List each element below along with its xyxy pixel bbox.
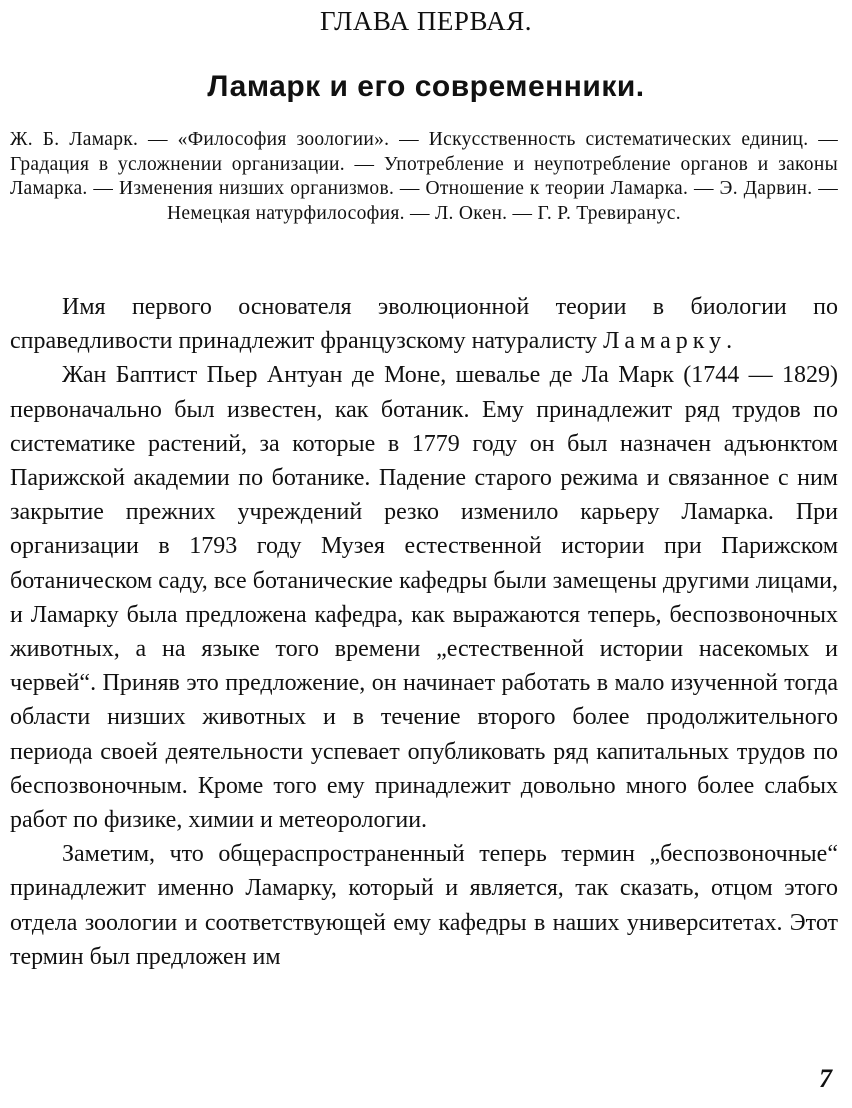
- paragraph-1: [10, 290, 838, 358]
- paragraph-1-text: Имя первого основателя эволюционной теории в биологии по справедливости принадлежит французскому натуралисту: [10, 294, 838, 355]
- chapter-heading: ГЛАВА ПЕРВАЯ.: [319, 6, 533, 36]
- paragraph-3: Заметим, что общераспространенный теперь термин „беспозвоночные“ принадлежит именно Ламарку, который и является, так сказать, отцом этого отдела зоологии и соответствующей ему кафедры в наших университетах. Этот термин был предложен им: [10, 841, 838, 970]
- body-text: [10, 290, 838, 974]
- page-number: 7: [819, 1064, 832, 1093]
- chapter-summary: Ж. Б. Ламарк. — «Философия зоологии». — Искусственность систематических единиц. — Градация в усложнении организации. — Употребление и неупотребление органов и законы Ламарка. — Изменения низших организмов. — Отношение к теории Ламарка. — Э. Дарвин. — Немецкая натурфилософия. — Л. Окен. — Г. Р. Тревиранус.: [10, 129, 838, 224]
- chapter-title: Ламарк и его современники.: [207, 70, 645, 103]
- paragraph-1-end: .: [726, 328, 733, 355]
- paragraph-2: Жан Баптист Пьер Антуан де Моне, шевалье де Ла Марк (1744 — 1829) первоначально был известен, как ботаник. Ему принадлежит ряд трудов по систематике растений, за которые в 1779 году он был назначен адъюнктом Парижской академии по ботанике. Падение старого режима и связанное с ним закрытие прежних учреждений резко изменило карьеру Ламарка. При организации в 1793 году Музея естественной истории при Парижском ботаническом саду, все ботанические кафедры были замещены другими лицами, и Ламарку была предложена кафедра, как выражаются теперь, беспозвоночных животных, а на языке того времени „естественной истории насекомых и червей“. Приняв это предложение, он начинает работать в мало изученной тогда области низших животных и в течение второго более продолжительного периода своей деятельности успевает опубликовать ряд капитальных трудов по беспозвоночным. Кроме того ему принадлежит довольно много более слабых работ по физике, химии и метеорологии.: [10, 362, 838, 834]
- spaced-name-lamarck: Ламарку: [603, 328, 727, 355]
